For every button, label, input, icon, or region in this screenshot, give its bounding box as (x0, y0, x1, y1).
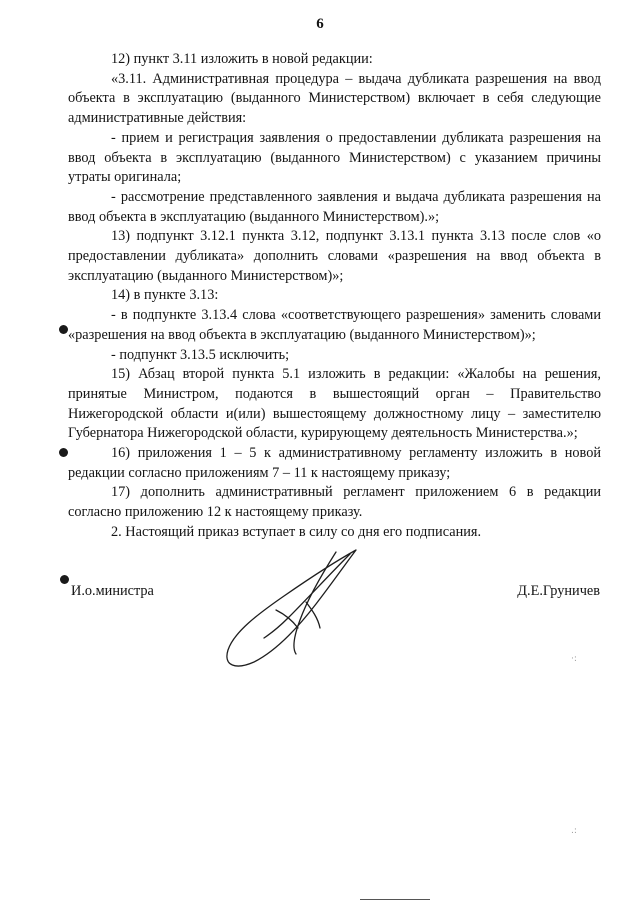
paragraph-item-14: 14) в пункте 3.13: (111, 287, 219, 304)
page-edge-line (360, 899, 430, 900)
handwritten-signature (218, 544, 368, 684)
paragraph-bullet-review: - рассмотрение представленного заявления и выдача дубликата разрешения на ввод объекта в эксплуатацию (выданного Министерством).»; (68, 188, 601, 225)
page-number: 6 (316, 16, 324, 32)
scan-artifact: .: (571, 826, 577, 836)
scan-artifact: ·: (571, 654, 577, 664)
paragraph-item-15: 15) Абзац второй пункта 5.1 изложить в редакции: «Жалобы на решения, принятые Министром, подаются в вышестоящий орган – Правительство Нижегородской области и(или) вышестоящему должностному лицу – заместителю Губернатора Нижегородской области, курирующему деятельность Министерства.»; (68, 366, 601, 442)
paragraph-effective: 2. Настоящий приказ вступает в силу со дня его подписания. (111, 523, 482, 540)
signatory-title: И.о.министра (71, 583, 154, 599)
signatory-name: Д.Е.Груничев (517, 583, 600, 599)
hole-punch-mark (59, 325, 68, 334)
paragraph-item-12: 12) пункт 3.11 изложить в новой редакции: (111, 51, 373, 67)
document-body (68, 50, 601, 543)
paragraph-item-13: 13) подпункт 3.12.1 пункта 3.12, подпункт 3.13.1 пункта 3.13 после слов «о предоставлении дубликата» дополнить словами «разрешения на ввод объекта в эксплуатацию (выданного Министерством)»; (68, 228, 601, 284)
hole-punch-mark (60, 575, 69, 584)
paragraph-bullet-3-13-5: - подпункт 3.13.5 исключить; (111, 346, 290, 363)
signature-block (0, 578, 640, 688)
paragraph-item-16: 16) приложения 1 – 5 к административному регламенту изложить в новой редакции согласно приложениям 7 – 11 к настоящему приказу; (68, 445, 601, 481)
hole-punch-mark (59, 448, 68, 457)
paragraph-bullet-3-13-4: - в подпункте 3.13.4 слова «соответствующего разрешения» заменить словами «разрешения на ввод объекта в эксплуатацию (выданного Министерством)»; (68, 307, 601, 343)
paragraph-bullet-reception: - прием и регистрация заявления о предоставлении дубликата разрешения на ввод объекта в эксплуатацию (выданного Министерством) с указанием причины утраты оригинала; (68, 129, 601, 186)
paragraph-quote-3-11: «3.11. Административная процедура – выдача дубликата разрешения на ввод объекта в эксплуатацию (выданного Министерством) включает в себя следующие административные действия: (68, 70, 601, 127)
paragraph-item-17: 17) дополнить административный регламент приложением 6 в редакции согласно приложению 12 к настоящему приказу. (68, 484, 601, 521)
